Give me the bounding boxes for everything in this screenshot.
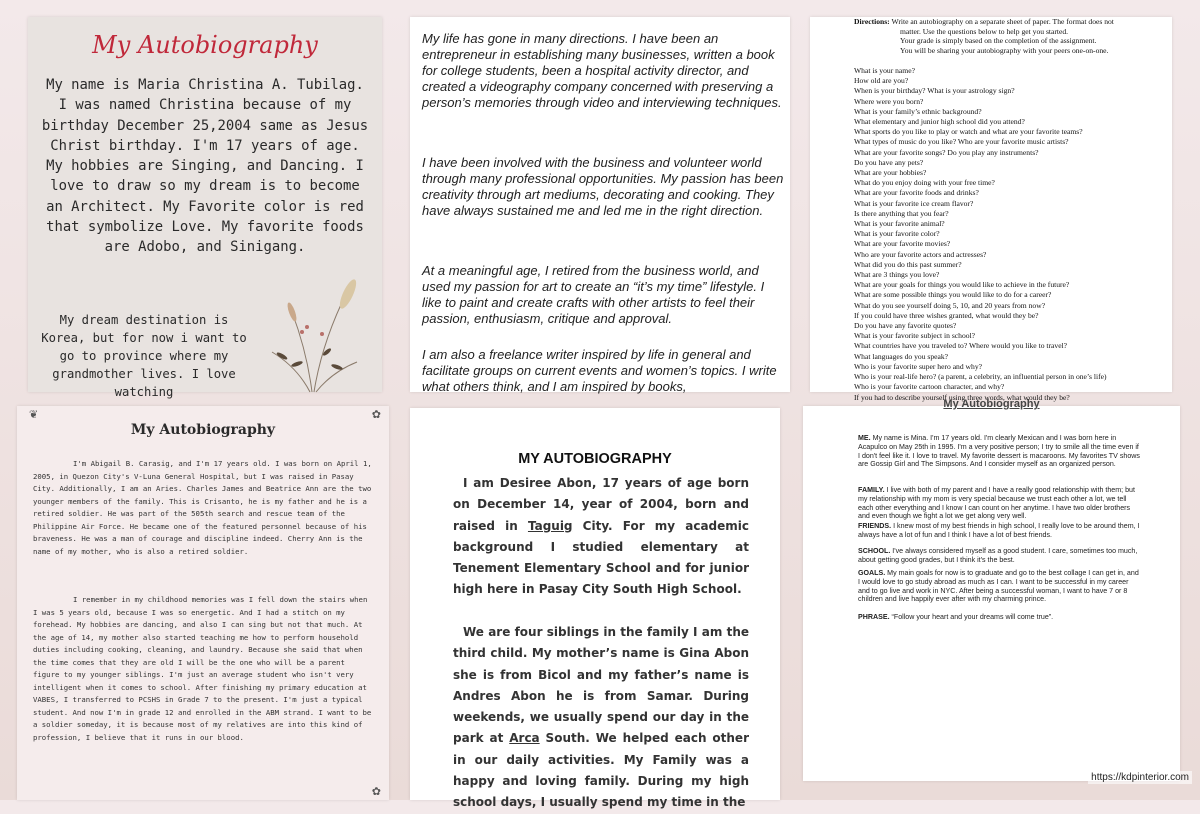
autobiography-sample-mina [803,398,1180,781]
section-text: “Follow your heart and your dreams will come true”. [889,613,1054,621]
directions [854,17,1169,55]
question-item: What is your name? [854,66,915,75]
question-list [854,66,1169,403]
directions-text: You will be sharing your autobiography with your peers one-on-one. [900,45,1109,55]
paragraph: I am also a freelance writer inspired by life in general and facilitate groups on current events and women’s topics. I write what others think, and I am inspired by books, [422,347,777,394]
section-paragraph [858,522,1140,540]
question-item: What countries have you traveled to? Where would you like to travel? [854,341,1068,351]
directions-text: matter. Use the questions below to help get you started. [900,26,1069,36]
question-item: What are your hobbies? [854,168,927,178]
question-item: What are your favorite movies? [854,239,951,249]
section-text: I knew most of my best friends in high school, I really love to be around them, I always have a lot of fun and I think I have a lot of best friends. [858,522,1140,539]
question-item: What languages do you speak? [854,351,949,361]
paragraph: My life has gone in many directions. I have been an entrepreneur in establishing many businesses, written a book for college students, been a hospital activity director, and created a videography company concerned with preserving a person’s memories through video and interviewing techniques. [422,31,782,110]
directions-label: Directions: [854,17,890,26]
question-item: What did you do this past summer? [854,259,962,269]
directions-text: Your grade is simply based on the completion of the assignment. [900,36,1097,46]
section-paragraph [858,547,1140,565]
section-paragraph [858,486,1140,521]
ornament-icon: ✿ [371,408,381,421]
section-label: FAMILY. [858,486,885,494]
question-item: What are your favorite songs? Do you play any instruments? [854,147,1039,157]
text-run: I am Desiree Abon, 17 years of age born on December 14, year of 2004, born and raised in [453,476,749,533]
dried-flower-illustration [252,272,372,392]
question-item: Who is your real-life hero? (a parent, a celebrity, an influential person in one’s life) [854,372,1107,382]
question-item: What is your favorite subject in school? [854,331,976,341]
section-text: My main goals for now is to graduate and go to the best collage I can get in, and I would love to go study abroad as much as I can. I want to be successful in my career and to go live and work in NYC. After being a successful woman, I want to have 7 or 8 children and live happily ever after with my charming prince. [858,569,1139,604]
panel-title: My Autobiography [130,422,276,438]
question-item: What are some possible things you would like to do for a career? [854,290,1052,300]
paragraph: My name is Maria Christina A. Tubilag. I was named Christina because of my birthday December 25,2004 same as Jesus Christ birthday. I'm 17 years of age. My hobbies are Singing, and Dancing. I love to draw so my dream is to become an Architect. My Favorite color is red that symbolize Love. My favorite foods are Adobo, and Sinigang. [41,77,369,256]
question-item: What are your favorite foods and drinks? [854,188,979,198]
panel-title: My Autobiography [92,31,318,59]
question-item: What is your family’s ethnic background? [854,106,982,116]
paragraph [453,473,749,601]
paragraph [453,622,749,814]
question-item: What are your goals for things you would like to achieve in the future? [854,280,1070,290]
ornament-icon: ❦ [29,408,39,421]
paragraph: I have been involved with the business and volunteer world through many professional opportunities. My passion has been creativity through art mediums, decorating and cooking. They have always sustained me and led me in the right direction. [422,155,784,218]
paragraph: My dream destination is Korea, but for now i want to go to province where my grandmother lives. I love watching [41,313,247,399]
question-item: What do you see yourself doing 5, 10, and 20 years from now? [854,300,1046,310]
question-item: What types of music do you like? Who are your favorite music artists? [854,137,1069,147]
paragraph: I remember in my childhood memories was I fell down the stairs when I was 5 years old, because I was so energetic. And I had a stitch on my forehead. My hobbies are dancing, and also I can sing but not that much. At the age of 14, my mother also started teaching me how to perform household duties including cooking, cleaning, and laundry. Because she said that when the time comes that they are old I will be the one who will be a parent figure to my younger siblings. I'm just an average student who isn't very intelligent when it comes to school. After finishing my primary education at VABES, I transferred to PCSHS in Grade 7 to the present. I'm just a typical student. And now I'm in grade 12 and enrolled in the ABM strand. I want to be a soldier someday, it is because most of my relatives are into this kind of profession, I believe that it runs in our blood. [33,595,372,742]
question-item: If you could have three wishes granted, what would they be? [854,310,1039,320]
ornament-icon: ✿ [371,785,381,798]
autobiography-sample-desiree [410,408,780,810]
autobiography-sample-abigail [17,406,389,800]
question-item: When is your birthday? What is your astrology sign? [854,86,1015,96]
section-paragraph [858,434,1140,469]
question-item: If you had to describe yourself using three words, what would they be? [854,392,1070,402]
paragraph: I'm Abigail B. Carasig, and I'm 17 years old. I was born on April 1, 2005, in Quezon City's V-Luna General Hospital, but I was raised in Pasay City. Additionally, I am an Aries. Charles James and Beatrice Ann are the two younger members of the family. This is Crisanto, he is my father and he is a retired soldier. He was part of the 505th search and rescue team of the Philippine Air Force. He became one of the featured personnel because of his braveness. He was a man of courage and discipline indeed. Cherry Ann is the name of my mother, who is also a retired soldier. [33,459,372,556]
directions-text: Write an autobiography on a separate sheet of paper. The format does not [891,17,1114,26]
section-paragraph [858,569,1140,604]
section-text: My name is Mina. I'm 17 years old. I'm clearly Mexican and I was born here in Acapulco on May 25th in 1995. I'm a very positive person; I try to smile all the time even if I don't feel like it. I love to travel. My favorite dessert is macaroons. My favorites TV shows are Gossip Girl and The Simpsons. And I consider myself as an organized person. [858,434,1140,469]
section-label: PHRASE. [858,613,890,621]
watermark-url: https://kdpinterior.com [1088,771,1192,784]
question-item: What is your favorite color? [854,229,940,239]
question-item: Do you have any pets? [854,157,924,167]
section-label: FRIENDS. [858,522,892,530]
autobiography-sample-maria [28,17,382,399]
question-item: Who are your favorite actors and actresses? [854,249,987,259]
question-item: Is there anything that you fear? [854,208,949,218]
underlined-word: Taguig [527,518,573,533]
section-paragraph [858,613,1140,622]
question-item: How old are you? [854,76,909,86]
section-text: I've always considered myself as a good student. I care, sometimes too much, about getting good grades, but I think it's the best. [858,547,1138,564]
question-item: What are 3 things you love? [854,270,940,280]
question-item: Do you have any favorite quotes? [854,321,957,331]
text-run: City. For my academic background I studied elementary at Tenement Elementary School and for junior high here in Pasay City South High School. [453,518,749,597]
question-item: What is your favorite animal? [854,219,945,229]
question-item: What do you enjoy doing with your free time? [854,178,995,188]
section-label: SCHOOL. [858,547,891,555]
underlined-word: Arca [509,731,540,746]
section-label: ME. [858,434,871,442]
panel-title: My Autobiography [943,398,1040,410]
text-run: South. We helped each other in our daily activities. My Family was a happy and loving family. During my high school days, I usually spend my time in the [453,731,749,810]
text-run: We are four siblings in the family I am the third child. My mother’s name is Gina Abon she is from Bicol and my father’s name is Andres Abon he is from Samar. During weekends, we usually spend our day in the park at [453,625,749,746]
question-item: Where were you born? [854,96,924,106]
question-item: Who is your favorite super hero and why? [854,361,982,371]
autobiography-directions-worksheet [810,17,1172,402]
paragraph: At a meaningful age, I retired from the business world, and used my passion for art to create an “it’s my time” lifestyle. I like to paint and create crafts with other artists to feel their passion, enthusiasm, critique and approval. [422,263,765,326]
section-label: GOALS. [858,569,886,577]
question-item: What elementary and junior high school did you attend? [854,117,1025,127]
question-item: Who is your favorite cartoon character, and why? [854,382,1005,392]
question-item: What sports do you like to play or watch and what are your favorite teams? [854,127,1083,137]
panel-title: MY AUTOBIOGRAPHY [518,451,672,467]
section-text: I live with both of my parent and I have a really good relationship with them; but my relationship with my mom is very special because we trust each other a lot, we tell each other everything and I know I can count on her anytime. I have two older brothers and even though we fight a lot we get along very well. [858,486,1135,521]
question-item: What is your favorite ice cream flavor? [854,198,974,208]
autobiography-sample-entrepreneur [410,17,790,392]
